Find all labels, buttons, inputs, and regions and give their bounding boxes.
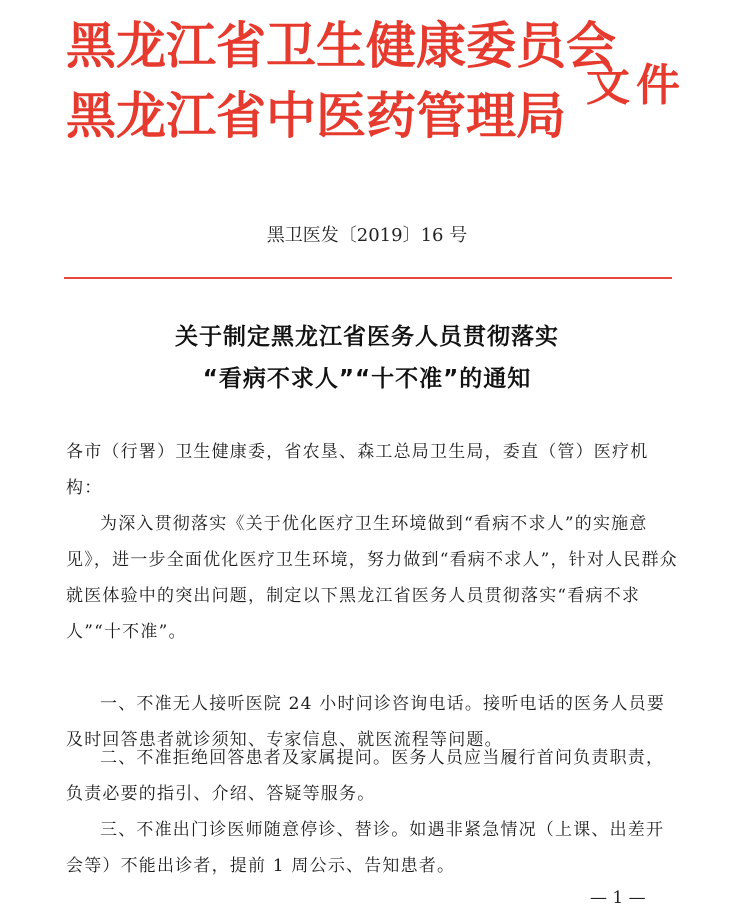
red-header xyxy=(66,10,706,160)
document-number: 黑卫医发〔2019〕16 号 xyxy=(266,225,468,246)
red-separator-line xyxy=(64,277,672,279)
body-paragraph-intro: 为深入贯彻落实《关于优化医疗卫生环境做到“看病不求人”的实施意见》，进一步全面优化医疗卫生环境，努力做到“看病不求人”，针对人民群众就医体验中的突出问题，制定以下黑龙江省医务人员贯彻落实“看病不求人”“十不准”。 xyxy=(66,514,678,642)
issuer-name-1: 黑 龙 江 省 卫 生 健 康 委 员 会 xyxy=(66,17,616,75)
document-title-line-2: “看病不求人”“十不准”的通知 xyxy=(202,366,532,392)
document-title-line-1: 关于制定黑龙江省医务人员贯彻落实 xyxy=(175,324,559,350)
document-kind-label: 文件 xyxy=(586,60,686,111)
body-paragraph-item-3: 三、不准出门诊医师随意停诊、替诊。如遇非紧急情况（上课、出差开会等）不能出诊者，提前 1 周公示、告知患者。 xyxy=(66,820,665,876)
body-paragraph-item-2: 二、不准拒绝回答患者及家属提问。医务人员应当履行首问负责职责，负责必要的指引、介绍、答疑等服务。 xyxy=(66,748,665,804)
page-number: — 1 — xyxy=(590,888,646,908)
addressee: 各市（行署）卫生健康委，省农垦、森工总局卫生局，委直（管）医疗机构： xyxy=(66,442,649,498)
issuer-name-2: 黑 龙 江 省 中 医 药 管 理 局 xyxy=(66,87,566,145)
body-paragraph-item-1: 一、不准无人接听医院 24 小时问诊咨询电话。接听电话的医务人员要及时回答患者就诊须知、专家信息、就医流程等问题。 xyxy=(66,694,666,750)
